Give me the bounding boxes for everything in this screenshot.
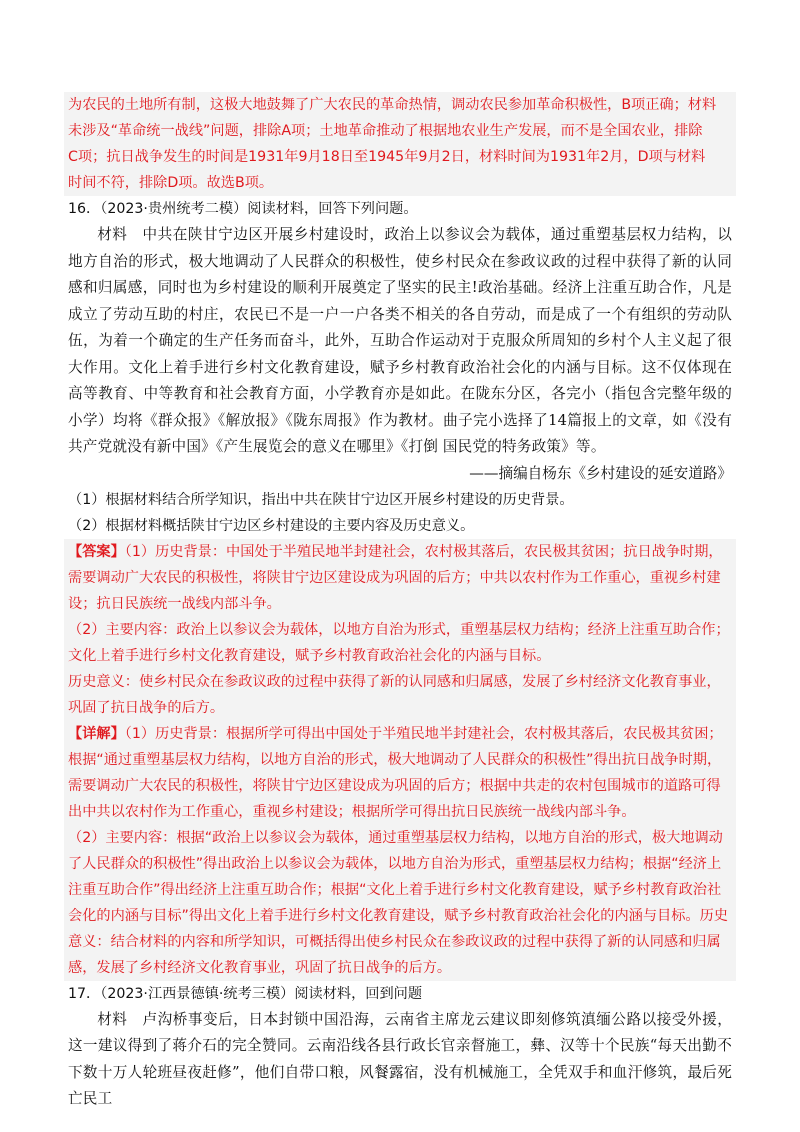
question-16-header: 16．（2023·贵州统考二模）阅读材料，回答下列问题。 bbox=[68, 201, 418, 217]
detail-text-1: （1）历史背景：根据所学可得出中国处于半殖民地半封建社会，农村极其落后，农民极其贫困；根据“通过重塑基层权力结构，以地方自治的形式，极大地调动了人民群众的积极性”得出抗日战争时期，需要调动广大农民的积极性，将陕甘宁边区建设成为巩固的后方；根据中共走的农村包围城市的道路可得出中共以农村作为工作重心，重视乡村建设；根据所学可得出抗日民族统一战线内部斗争。 bbox=[68, 725, 723, 820]
detail-para-1 bbox=[68, 721, 732, 825]
question-16-material: 材料 中共在陕甘宁边区开展乡村建设时，政治上以参议会为载体，通过重塑基层权力结构，以地方自治的形式，极大地调动了人民群众的积极性，使乡村民众在参政议政的过程中获得了新的认同感和归属感，同时也为乡村建设的顺利开展奠定了坚实的民主!政治基础。经济上注重互助合作，凡是成立了劳动互助的村庄，农民已不是一户一户各类不相关的各自劳动，而是成了一个有组织的劳动队伍，为着一个确定的生产任务而奋斗，此外，互助合作运动对于克服众所周知的乡村个人主义起了很大作用。文化上着手进行乡村文化教育建设，赋予乡村教育政治社会化的内涵与目标。这不仅体现在高等教育、中等教育和社会教育方面，小学教育亦是如此。在陇东分区，各完小（指包含完整年级的小学）均将《群众报》《解放报》《陇东周报》作为教材。曲子完小选择了14篇报上的文章，如《没有共产党就没有新中国》《产生展览会的意义在哪里》《打倒 国民党的特务政策》等。 bbox=[68, 226, 732, 455]
prev-answer-line: 未涉及“革命统一战线”问题，排除A项；土地革命推动了根据地农业生产发展，而不是全国农业，排除 bbox=[68, 123, 703, 139]
question-17-material: 材料 卢沟桥事变后，日本封锁中国沿海，云南省主席龙云建议即刻修筑滇缅公路以接受外援，这一建议得到了蒋介石的完全赞同。云南沿线各县行政长官亲督施工，彝、汉等十个民族“每天出勤不下数十万人轮班昼夜赶修”，他们自带口粮，风餐露宿，没有机械施工，全凭双手和血汗修筑，最后死亡民工 bbox=[68, 1010, 732, 1107]
question-16-sub-1: （1）根据材料结合所学知识，指出中共在陕甘宁边区开展乡村建设的历史背景。 bbox=[68, 491, 574, 508]
question-16-answer bbox=[64, 539, 736, 981]
detail-para-2: （2）主要内容：根据“政治上以参议会为载体，通过重塑基层权力结构，以地方自治的形式，极大地调动了人民群众的积极性”得出政治上以参议会为载体，以地方自治为形式，重塑基层权力结构；根据“经济上注重互助合作”得出经济上注重互助合作；根据“文化上着手进行乡村文化教育建设，赋予乡村教育政治社会化的内涵与目标”得出文化上着手进行乡村文化教育建设，赋予乡村教育政治社会化的内涵与目标。历史意义：结合材料的内容和所学知识，可概括得出使乡村民众在参政议政的过程中获得了新的认同感和归属感，发展了乡村经济文化教育事业，巩固了抗日战争的后方。 bbox=[68, 829, 728, 976]
question-16-sub-2: （2）根据材料概括陕甘宁边区乡村建设的主要内容及历史意义。 bbox=[68, 517, 475, 534]
prev-answer-line: 时间不符，排除D项。故选B项。 bbox=[68, 175, 274, 191]
answer-text-1: （1）历史背景：中国处于半殖民地半封建社会，农村极其落后，农民极其贫困；抗日战争时期，需要调动广大农民的积极性，将陕甘宁边区建设成为巩固的后方；中共以农村作为工作重心，重视乡村建设；抗日民族统一战线内部斗争。 bbox=[68, 543, 723, 612]
previous-answer-explanation bbox=[64, 92, 736, 196]
prev-answer-line: C项；抗日战争发生的时间是1931年9月18日至1945年9月2日，材料时间为1931年2月，D项与材料 bbox=[68, 149, 706, 165]
answer-para-2: （2）主要内容：政治上以参议会为载体，以地方自治为形式，重塑基层权力结构；经济上注重互助合作；文化上着手进行乡村文化教育建设，赋予乡村教育政治社会化的内涵与目标。 bbox=[68, 621, 730, 664]
answer-para-1 bbox=[68, 539, 732, 617]
answer-tag: 【答案】 bbox=[68, 543, 125, 560]
question-17-header: 17．（2023·江西景德镇·统考三模）阅读材料，回到问题 bbox=[68, 985, 423, 1002]
document-page bbox=[68, 92, 732, 1113]
detail-tag: 【详解】 bbox=[68, 725, 125, 742]
prev-answer-line: 为农民的土地所有制，这极大地鼓舞了广大农民的革命热情，调动农民参加革命积极性，B项正确；材料 bbox=[68, 97, 717, 113]
answer-para-3: 历史意义：使乡村民众在参政议政的过程中获得了新的认同感和归属感，发展了乡村经济文化教育事业，巩固了抗日战争的后方。 bbox=[68, 673, 721, 716]
question-16-source: ——摘编自杨东《乡村建设的延安道路》 bbox=[469, 464, 732, 482]
